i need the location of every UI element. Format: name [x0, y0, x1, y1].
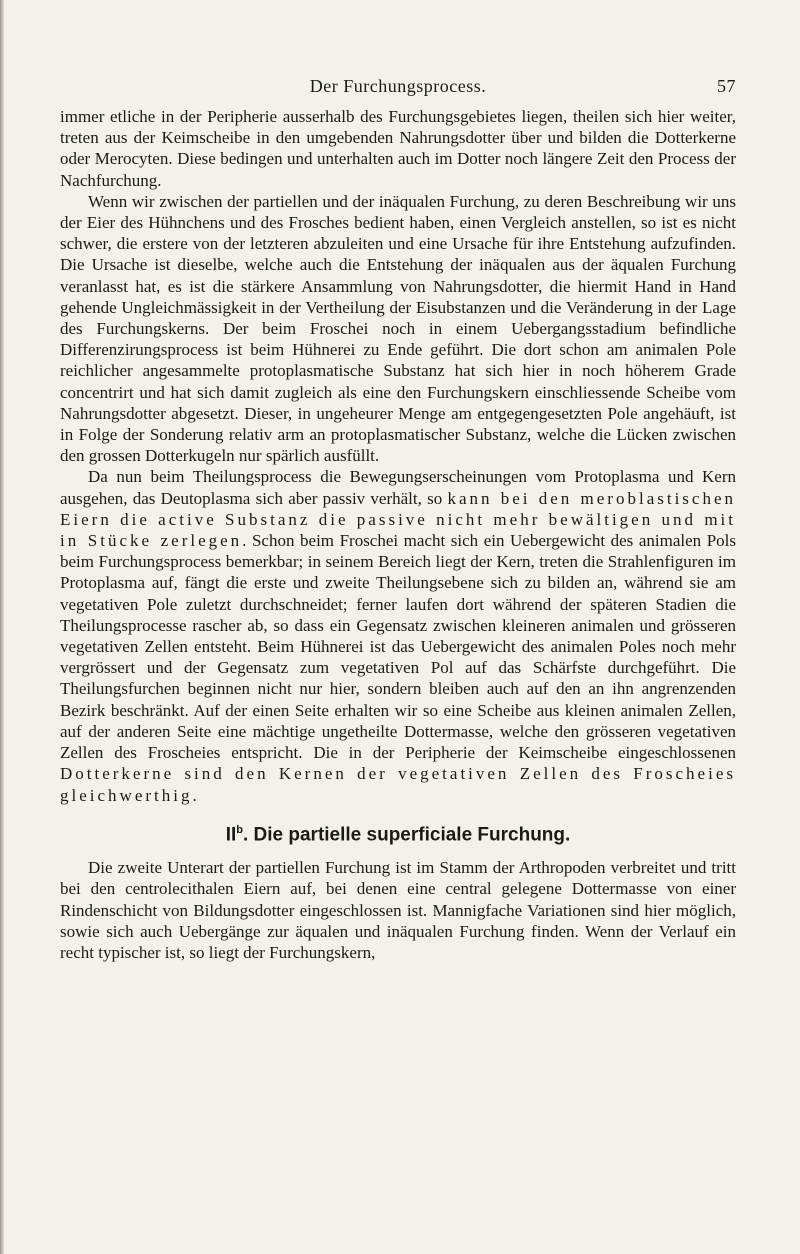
spaced-emphasis-text: kann bei den meroblastischen Eiern die active Substanz die passive nicht mehr bewältigen und mit in Stücke zerlegen	[60, 488, 737, 551]
paragraph-text: . Schon beim Froschei macht sich ein Uebergewicht des animalen Pols beim Furchungsprocess bemerkbar; in seinem Bereich liegt der Kern, treten die Strahlenfiguren im Protoplasma auf, fängt die erste und zweite Theilungsebene sich zu bilden an, während sie am vegetativen Pole zuletzt durchschneidet; ferner laufen dort während der späteren Stadien die Theilungsprocesse rascher ab, so dass ein Gegensatz zwischen kleineren animalen und grösseren vegetativen Zellen entsteht. Beim Hühnerei ist das Uebergewicht des animalen Poles noch mehr vergrössert und der Gegensatz zum vegetativen Pol auf das Schärfste durchgeführt. Die Theilungsfurchen beginnen nicht nur hier, sondern bleiben auch auf den an ihn angrenzenden Bezirk beschränkt. Auf der einen Seite erhalten wir so eine Scheibe aus kleinen animalen Zellen, auf der anderen Seite eine mächtige ungetheilte Dottermasse, welche den grösseren vegetativen Zellen des Froscheies entspricht. Die in der Peripherie der Keimscheibe eingeschlossenen	[60, 531, 736, 763]
book-page	[60, 76, 736, 963]
paragraph	[60, 857, 736, 963]
running-title: Der Furchungsprocess.	[309, 76, 487, 96]
section-heading	[60, 820, 736, 846]
section-title: . Die partielle superficiale Furchung.	[242, 824, 571, 846]
paragraphs-after-section	[60, 857, 736, 963]
paragraph-text: Wenn wir zwischen der partiellen und der inäqualen Furchung, zu deren Beschreibung wir uns der Eier des Hühnchens und des Frosches bedient haben, einen Vergleich anstellen, so ist es nicht schwer, die erstere von der letzteren abzuleiten und eine Ursache für ihre Entstehung aufzufinden. Die Ursache ist dieselbe, welche auch die Entstehung der inäqualen aus der äqualen Furchung veranlasst hat, es ist die stärkere Ansammlung von Nahrungsdotter, die hiermit Hand in Hand gehende Ungleichmässigkeit in der Vertheilung der Eisubstanzen und die Veränderung in der Lage des Furchungskerns. Der beim Froschei noch in einem Uebergangsstadium befindliche Differenzirungsprocess ist beim Hühnerei zu Ende geführt. Die dort schon am animalen Pole reichlicher angesammelte protoplasmatische Substanz hat sich hier in noch höherem Grade concentrirt und hat sich damit zugleich als eine den Furchungskern einschliessende Scheibe vom Nahrungsdotter abgesetzt. Dieser, in ungeheurer Menge am entgegengesetzten Pole angehäuft, ist in Folge der Sonderung relativ arm an protoplasmatischer Substanz, welche die Lücken zwischen den grossen Dotterkugeln nur spärlich ausfüllt.	[60, 191, 736, 466]
section-number: II	[225, 824, 237, 846]
page-number: 57	[717, 76, 736, 96]
paragraph	[60, 106, 736, 191]
paragraph-text: .	[192, 785, 197, 805]
paragraph	[60, 191, 736, 467]
paragraphs-before-section	[60, 106, 736, 806]
paragraph	[60, 466, 736, 805]
running-header	[60, 76, 736, 106]
paragraph-text: Da nun beim Theilungsprocess die Bewegungserscheinungen vom Protoplasma und Kern ausgehen, das Deutoplasma sich aber passiv verhält, so	[60, 467, 736, 508]
spaced-emphasis-text: Dotterkerne sind den Kernen der vegetativen Zellen des Froscheies gleichwerthig	[60, 764, 736, 805]
body-text	[60, 106, 736, 963]
page-edge-shadow	[0, 0, 4, 1254]
section-superscript: b	[236, 823, 243, 836]
paragraph-text: immer etliche in der Peripherie ausserhalb des Furchungsgebietes liegen, theilen sich hier weiter, treten aus der Keimscheibe in den umgebenden Nahrungsdotter über und bilden die Dotterkerne oder Merocyten. Diese bedingen und unterhalten auch im Dotter noch längere Zeit den Process der Nachfurchung.	[60, 107, 736, 190]
paragraph-text: Die zweite Unterart der partiellen Furchung ist im Stamm der Arthropoden verbreitet und tritt bei den centrolecithalen Eiern auf, bei denen eine central gelegene Dottermasse von einer Rindenschicht von Bildungsdotter eingeschlossen ist. Mannigfache Variationen sind hier möglich, sowie sich auch Uebergänge zur äqualen und inäqualen Furchung finden. Wenn der Verlauf ein recht typischer ist, so liegt der Furchungskern,	[60, 858, 736, 963]
